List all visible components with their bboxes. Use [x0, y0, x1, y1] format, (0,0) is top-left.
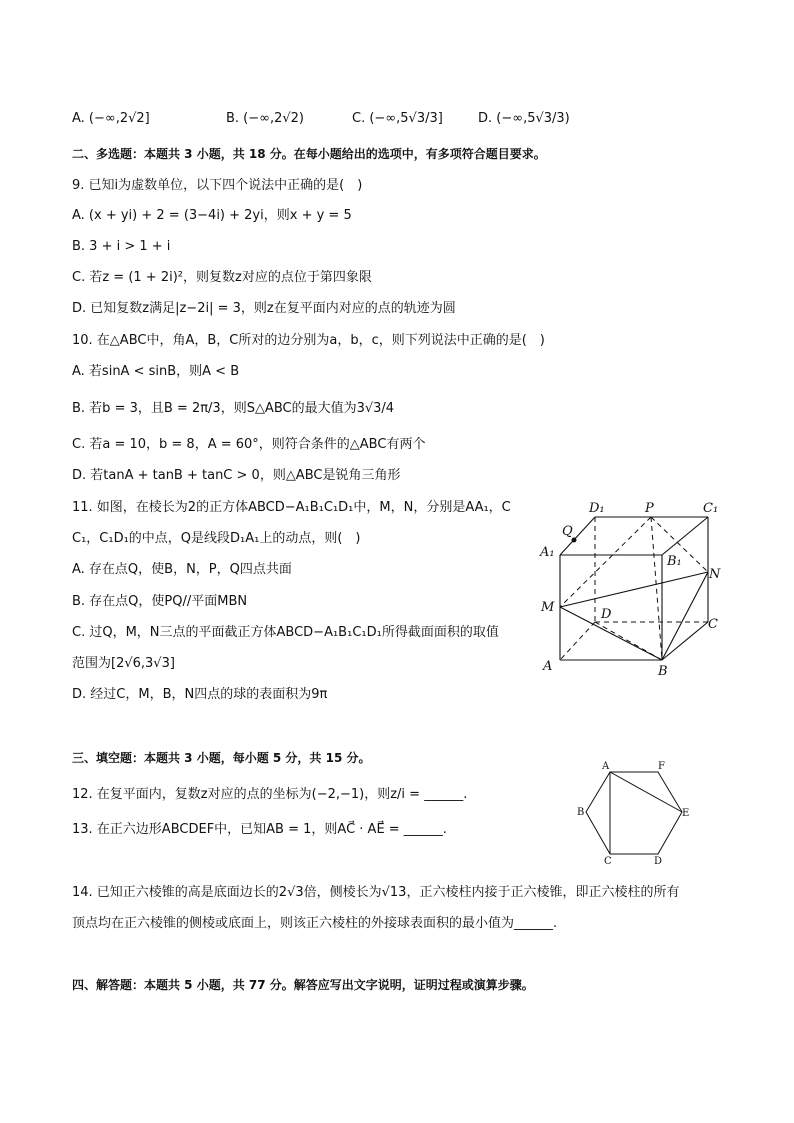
question-11-option-c-line1: C. 过Q，M，N三点的平面截正方体ABCD−A₁B₁C₁D₁所得截面面积的取值	[72, 625, 499, 640]
label-D1: D₁	[589, 501, 605, 516]
hex-label-A: A	[602, 761, 610, 772]
section-heading-fill-in: 三、填空题：本题共 3 小题，每小题 5 分，共 15 分。	[72, 751, 371, 765]
question-9-stem: 9. 已知i为虚数单位，以下四个说法中正确的是( )	[72, 178, 363, 193]
question-9-option-d: D. 已知复数z满足|z−2i| = 3，则z在复平面内对应的点的轨迹为圆	[72, 301, 456, 316]
label-C1: C₁	[703, 501, 719, 516]
question-14-line1: 14. 已知正六棱锥的高是底面边长的2√3倍，侧棱长为√13，正六棱柱内接于正六棱锥，即正六棱柱的所有	[72, 885, 680, 900]
option-c: C. (−∞,5√3/3]	[352, 111, 443, 126]
cube-figure	[528, 492, 728, 682]
option-a: A. (−∞,2√2]	[72, 111, 150, 126]
question-9-option-c: C. 若z = (1 + 2i)²，则复数z对应的点位于第四象限	[72, 270, 372, 285]
question-11-option-d: D. 经过C，M，B，N四点的球的表面积为9π	[72, 687, 328, 702]
question-9-option-b: B. 3 + i > 1 + i	[72, 239, 171, 254]
question-9-option-a: A. (x + yi) + 2 = (3−4i) + 2yi，则x + y = 5	[72, 208, 352, 223]
label-B: B	[658, 664, 668, 679]
label-N: N	[709, 567, 721, 582]
question-11-option-a: A. 存在点Q，使B，N，P，Q四点共面	[72, 562, 292, 577]
label-M: M	[541, 600, 555, 615]
question-11-stem-line2: C₁，C₁D₁的中点，Q是线段D₁A₁上的动点，则( )	[72, 531, 361, 546]
question-10-option-d: D. 若tanA + tanB + tanC > 0，则△ABC是锐角三角形	[72, 468, 401, 483]
label-A1: A₁	[540, 545, 555, 560]
label-C: C	[708, 617, 718, 632]
question-10-option-b: B. 若b = 3，且B = 2π/3，则S△ABC的最大值为3√3/4	[72, 401, 395, 416]
question-10-stem: 10. 在△ABC中，角A，B，C所对的边分别为a，b，c，则下列说法中正确的是( )	[72, 333, 545, 348]
question-10-option-c: C. 若a = 10，b = 8，A = 60°，则符合条件的△ABC有两个	[72, 437, 426, 452]
hex-label-E: E	[682, 808, 690, 819]
question-12-text: 12. 在复平面内，复数z对应的点的坐标为(−2,−1)，则z/i = ______.	[72, 787, 468, 802]
label-A: A	[543, 659, 553, 674]
label-P: P	[645, 501, 654, 516]
question-11-option-b: B. 存在点Q，使PQ//平面MBN	[72, 594, 248, 609]
option-b: B. (−∞,2√2)	[226, 111, 305, 126]
label-D: D	[601, 607, 612, 622]
question-11-option-c-line2: 范围为[2√6,3√3]	[72, 656, 175, 671]
label-B1: B₁	[667, 554, 682, 569]
section-heading-solutions: 四、解答题：本题共 5 小题，共 77 分。解答应写出文字说明，证明过程或演算步骤。	[72, 978, 534, 992]
section-heading-multiple-choice: 二、多选题：本题共 3 小题，共 18 分。在每小题给出的选项中，有多项符合题目要求。	[72, 147, 546, 161]
hex-label-C: C	[604, 856, 612, 866]
hex-label-B: B	[577, 807, 585, 818]
hex-label-D: D	[654, 856, 663, 866]
question-14-line2: 顶点均在正六棱锥的侧棱或底面上，则该正六棱柱的外接球表面积的最小值为______.	[72, 916, 558, 931]
option-d: D. (−∞,5√3/3)	[478, 111, 570, 126]
label-Q: Q	[562, 524, 573, 539]
question-11-stem-line1: 11. 如图，在棱长为2的正方体ABCD−A₁B₁C₁D₁中，M，N，分别是AA₁，C	[72, 500, 511, 515]
question-10-option-a: A. 若sinA < sinB，则A < B	[72, 364, 240, 379]
hex-label-F: F	[658, 761, 665, 772]
hexagon-figure	[574, 756, 694, 866]
question-13-text: 13. 在正六边形ABCDEF中，已知AB = 1，则AC⃗ · AE⃗ = ______.	[72, 822, 447, 837]
